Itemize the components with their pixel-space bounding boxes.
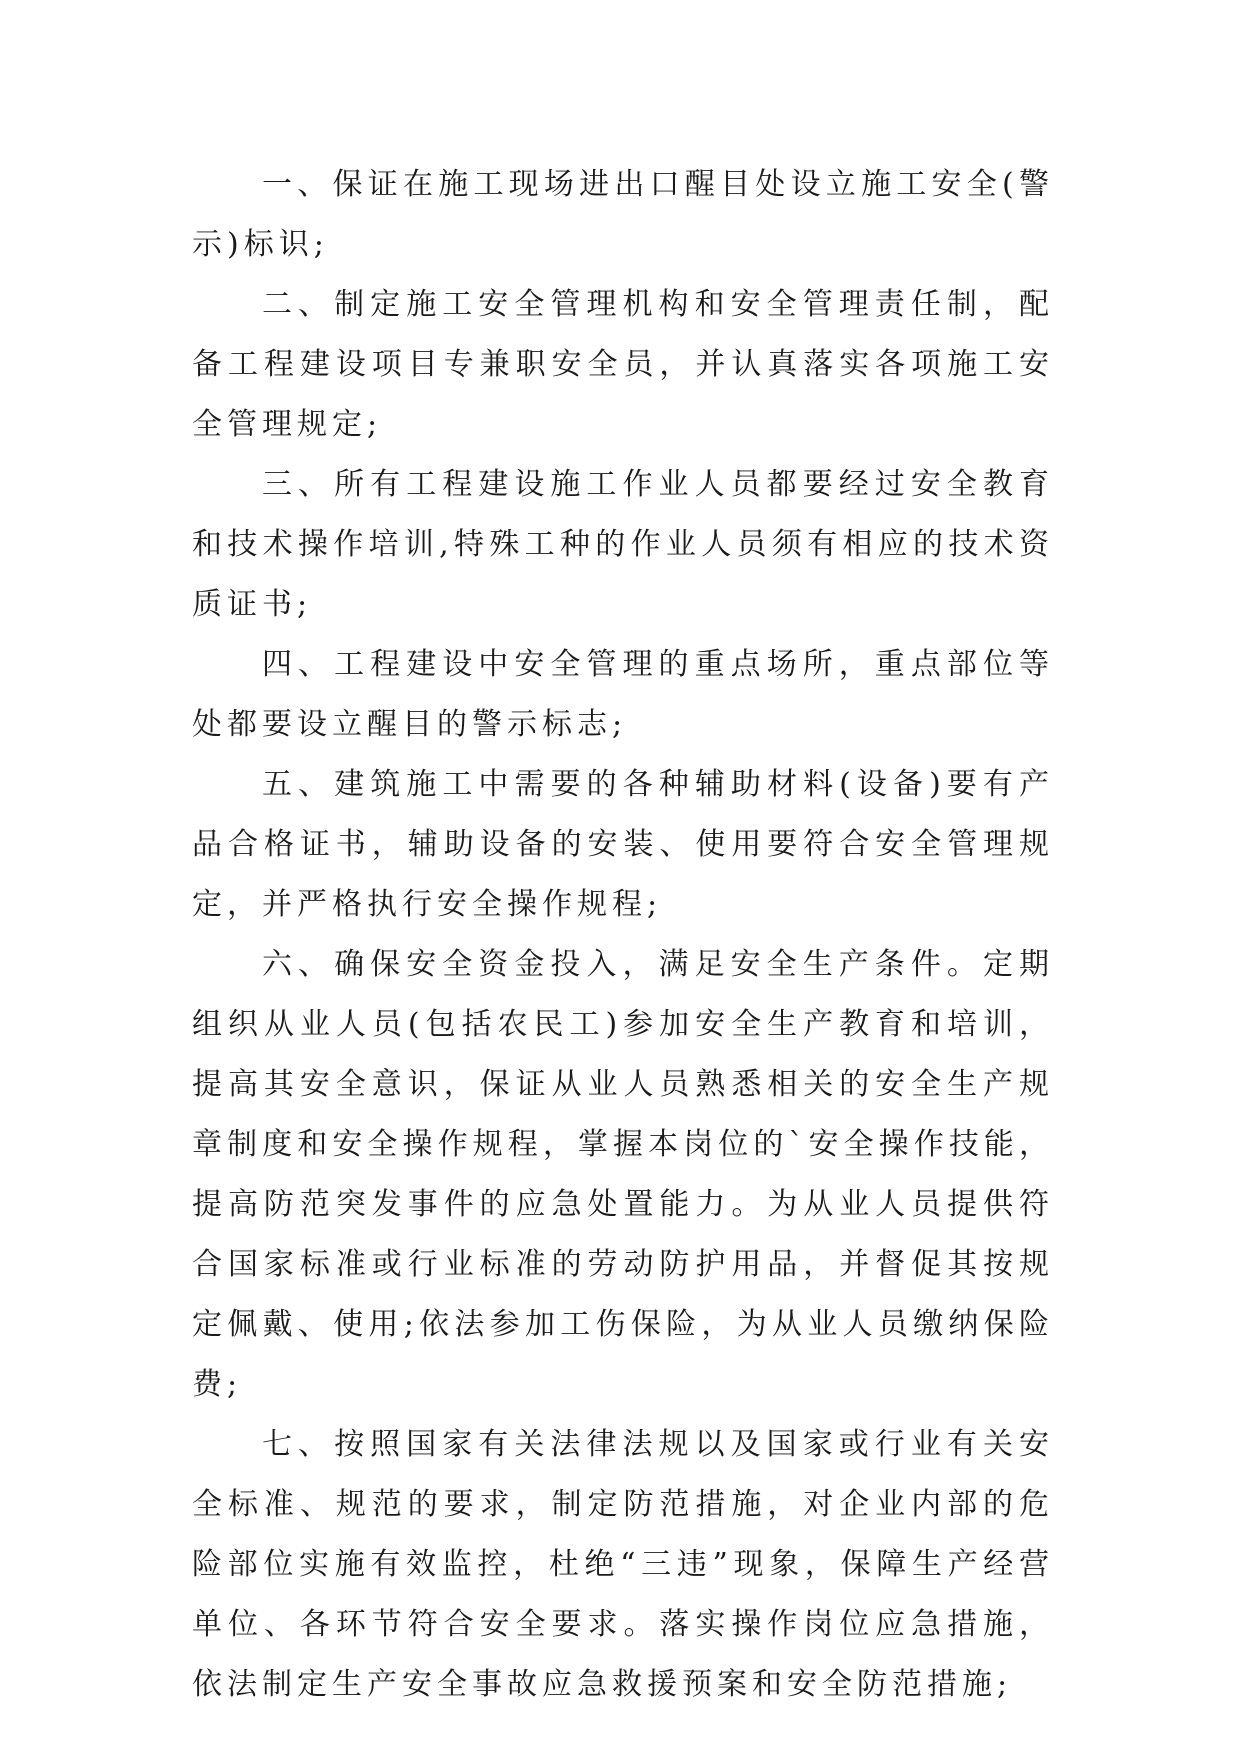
paragraph-7: 七、按照国家有关法律法规以及国家或行业有关安全标准、规范的要求，制定防范措施，对企业内部的危险部位实施有效监控，杜绝“三违”现象，保障生产经营单位、各环节符合安全要求。落实操作岗位应急措施，依法制定生产安全事故应急救援预案和安全防范措施; (192, 1427, 1054, 1702)
paragraph-1: 一、保证在施工现场进出口醒目处设立施工安全(警示)标识; (192, 167, 1054, 262)
paragraph-4: 四、工程建设中安全管理的重点场所，重点部位等处都要设立醒目的警示标志; (192, 647, 1054, 742)
document-body (192, 155, 1054, 1715)
paragraph-5: 五、建筑施工中需要的各种辅助材料(设备)要有产品合格证书，辅助设备的安装、使用要符合安全管理规定，并严格执行安全操作规程; (192, 767, 1054, 922)
paragraph-6: 六、确保安全资金投入，满足安全生产条件。定期组织从业人员(包括农民工)参加安全生产教育和培训，提高其安全意识，保证从业人员熟悉相关的安全生产规章制度和安全操作规程，掌握本岗位的`安全操作技能，提高防范突发事件的应急处置能力。为从业人员提供符合国家标准或行业标准的劳动防护用品，并督促其按规定佩戴、使用;依法参加工伤保险，为从业人员缴纳保险费; (192, 947, 1054, 1402)
paragraph-3: 三、所有工程建设施工作业人员都要经过安全教育和技术操作培训,特殊工种的作业人员须有相应的技术资质证书; (192, 467, 1054, 622)
paragraph-2: 二、制定施工安全管理机构和安全管理责任制，配备工程建设项目专兼职安全员，并认真落实各项施工安全管理规定; (192, 287, 1054, 442)
